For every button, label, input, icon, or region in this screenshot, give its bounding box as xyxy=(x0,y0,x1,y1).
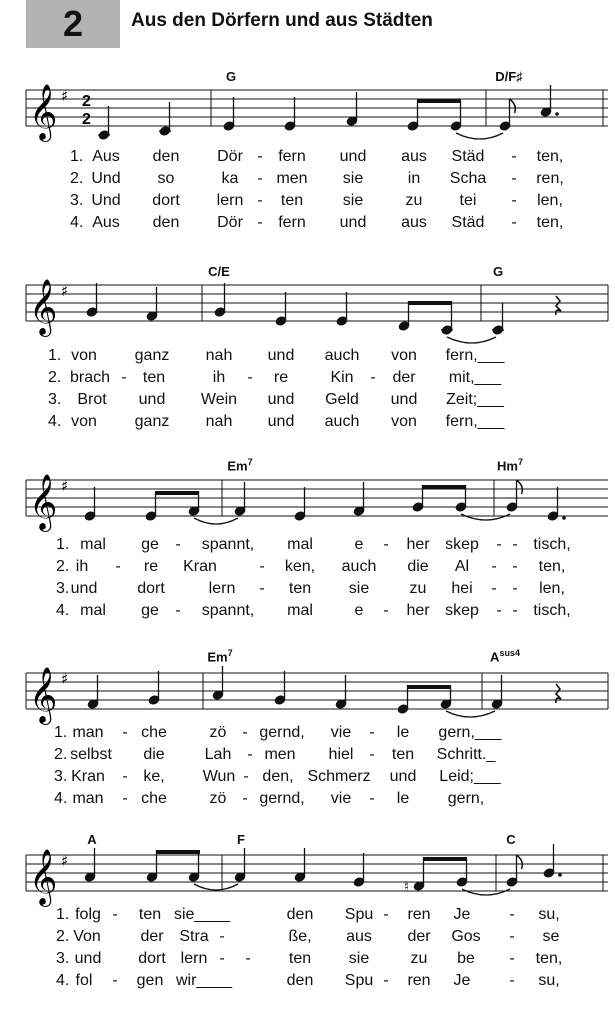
lyric-syllable: auch xyxy=(324,413,360,430)
verse-line xyxy=(0,928,615,950)
lyric-syllable: ten xyxy=(138,906,162,923)
lyric-syllable: - xyxy=(259,558,265,575)
music-system-5 xyxy=(0,830,615,1025)
lyric-syllable: Geld xyxy=(325,391,359,408)
lyric-syllable: len, xyxy=(539,580,565,597)
treble-clef-icon: 𝄞 xyxy=(29,279,58,335)
lyric-syllable: mit,___ xyxy=(448,369,502,386)
lyric-syllable: auch xyxy=(341,558,377,575)
verse-number: 3. xyxy=(54,768,68,785)
lyric-syllable: brach xyxy=(69,369,111,386)
lyric-syllable: skep xyxy=(445,602,479,619)
lyric-syllable: und xyxy=(74,950,102,967)
verse-number: 3. xyxy=(56,950,70,967)
lyric-syllable: - xyxy=(257,148,263,165)
lyric-syllable: - xyxy=(512,558,518,575)
svg-text:♯: ♯ xyxy=(61,282,69,300)
lyric-syllable: - xyxy=(496,602,502,619)
lyric-syllable: lern xyxy=(208,580,236,597)
lyric-syllable: der xyxy=(407,928,431,945)
verse-line xyxy=(0,768,615,790)
lyric-syllable: her xyxy=(406,602,430,619)
lyric-syllable: ka xyxy=(221,170,239,187)
lyric-syllable: Wun xyxy=(202,768,236,785)
verse-number: 4. xyxy=(48,413,62,430)
lyric-syllable: ren, xyxy=(536,170,564,187)
lyric-syllable: mal xyxy=(80,536,106,553)
svg-text:2: 2 xyxy=(82,111,91,128)
lyric-syllable: che xyxy=(141,790,167,807)
lyric-syllable: skep xyxy=(445,536,479,553)
lyric-syllable: - xyxy=(122,790,128,807)
lyric-syllable: ge xyxy=(141,536,159,553)
lyric-syllable: den xyxy=(152,214,180,231)
lyric-syllable: - xyxy=(121,369,127,386)
lyric-syllable: Schmerz xyxy=(307,768,371,785)
lyric-syllable: ke, xyxy=(143,768,165,785)
lyric-syllable: su, xyxy=(538,972,560,989)
lyric-syllable: nah xyxy=(205,413,233,430)
lyric-syllable: gern,___ xyxy=(438,724,502,741)
verse-number: 3. xyxy=(48,391,62,408)
lyric-syllable: Lah xyxy=(204,746,232,763)
lyric-syllable: - xyxy=(257,170,263,187)
lyric-syllable: und xyxy=(339,148,367,165)
lyric-syllable: ge xyxy=(141,602,159,619)
verse-line xyxy=(0,972,615,994)
lyric-syllable: - xyxy=(175,602,181,619)
verse-number: 2. xyxy=(54,746,68,763)
lyric-syllable: ken, xyxy=(284,558,316,575)
lyric-syllable: - xyxy=(369,746,375,763)
lyric-syllable: man xyxy=(72,790,104,807)
lyric-syllable: und xyxy=(390,391,418,408)
lyric-syllable: - xyxy=(511,214,517,231)
lyric-syllable: in xyxy=(407,170,421,187)
chord-root: Em xyxy=(227,458,248,474)
chord-root: Em xyxy=(207,649,228,665)
lyric-syllable: su, xyxy=(538,906,560,923)
lyric-syllable: und xyxy=(339,214,367,231)
lyric-syllable: - xyxy=(115,558,121,575)
lyric-syllable: spannt, xyxy=(201,536,255,553)
lyric-syllable: re xyxy=(143,558,159,575)
chord-label: C xyxy=(506,832,516,847)
lyric-syllable: Städ xyxy=(451,148,485,165)
lyric-syllable: dort xyxy=(152,192,180,209)
lyric-syllable: Städ xyxy=(451,214,485,231)
verse-number: 1. xyxy=(56,536,70,553)
lyric-syllable: und xyxy=(138,391,166,408)
song-title: Aus den Dörfern und aus Städten xyxy=(131,10,433,31)
lyric-syllable: den, xyxy=(262,768,294,785)
lyric-syllable: aus xyxy=(401,148,427,165)
lyric-syllable: und xyxy=(267,347,295,364)
svg-text:♯: ♯ xyxy=(61,852,69,870)
lyric-syllable: fol xyxy=(75,972,93,989)
lyric-syllable: fern xyxy=(278,148,306,165)
verse-line xyxy=(0,950,615,972)
lyric-syllable: Spu xyxy=(344,906,374,923)
lyric-syllable: Dör xyxy=(217,214,243,231)
verse-number: 4. xyxy=(56,602,70,619)
verse-line xyxy=(0,369,615,391)
lyric-syllable: tisch, xyxy=(533,602,571,619)
verse-line xyxy=(0,790,615,812)
lyric-syllable: be xyxy=(457,950,475,967)
lyric-syllable: - xyxy=(512,602,518,619)
lyric-syllable: - xyxy=(491,558,497,575)
chord-label: C/E xyxy=(208,264,230,279)
staff-2 xyxy=(0,260,615,350)
lyric-syllable: sie____ xyxy=(173,906,231,923)
lyric-syllable: - xyxy=(509,906,515,923)
music-system-3 xyxy=(0,455,615,650)
lyric-syllable: Leid;___ xyxy=(439,768,501,785)
lyric-syllable: Aus xyxy=(92,148,120,165)
lyric-syllable: den xyxy=(152,148,180,165)
lyric-syllable: Zeit;___ xyxy=(446,391,504,408)
lyric-syllable: tisch, xyxy=(533,536,571,553)
lyric-syllable: - xyxy=(369,790,375,807)
treble-clef-icon: 𝄞 xyxy=(29,849,58,905)
lyric-syllable: - xyxy=(511,192,517,209)
lyric-syllable: ten xyxy=(142,369,166,386)
lyric-syllable: vie xyxy=(330,790,352,807)
lyric-syllable: und xyxy=(70,580,98,597)
chord-label: G xyxy=(492,264,504,279)
lyric-syllable: hei xyxy=(451,580,473,597)
natural-sign-icon: ♮ xyxy=(404,879,410,895)
verse-line xyxy=(0,192,615,214)
lyric-syllable: sie xyxy=(342,170,364,187)
lyric-syllable: selbst xyxy=(70,746,112,763)
svg-text:♯: ♯ xyxy=(61,670,69,688)
chord-label xyxy=(497,457,523,473)
verse-line xyxy=(0,170,615,192)
lyric-syllable: Und xyxy=(91,170,121,187)
lyric-syllable: ren xyxy=(407,972,431,989)
lyric-syllable: - xyxy=(512,580,518,597)
lyric-syllable: gern, xyxy=(447,790,485,807)
music-system-2 xyxy=(0,260,615,455)
lyric-syllable: lern xyxy=(216,192,244,209)
lyric-syllable: Und xyxy=(91,192,121,209)
lyric-syllable: von xyxy=(71,413,97,430)
verse-number: 1. xyxy=(48,347,62,364)
lyric-syllable: man xyxy=(72,724,104,741)
verse-line xyxy=(0,724,615,746)
lyric-syllable: hiel xyxy=(328,746,354,763)
lyric-syllable: ten xyxy=(391,746,415,763)
lyric-syllable: che xyxy=(141,724,167,741)
chord-extension: 7 xyxy=(227,648,233,658)
lyric-syllable: Dör xyxy=(217,148,243,165)
lyric-syllable: - xyxy=(219,950,225,967)
lyric-syllable: sie xyxy=(342,192,364,209)
music-system-4 xyxy=(0,648,615,843)
lyric-syllable: gernd, xyxy=(259,790,305,807)
verse-line xyxy=(0,413,615,435)
lyric-syllable: ren xyxy=(407,906,431,923)
lyric-syllable: - xyxy=(247,746,253,763)
lyric-syllable: ih xyxy=(212,369,226,386)
lyric-syllable: Brot xyxy=(77,391,107,408)
lyric-syllable: der xyxy=(392,369,416,386)
lyric-syllable: mal xyxy=(80,602,106,619)
lyric-syllable: - xyxy=(219,928,225,945)
lyric-syllable: zu xyxy=(409,580,427,597)
verse-line xyxy=(0,580,615,602)
svg-text:♯: ♯ xyxy=(61,477,69,495)
svg-text:♯: ♯ xyxy=(61,87,69,105)
lyric-syllable: - xyxy=(259,580,265,597)
lyric-syllable: - xyxy=(509,928,515,945)
lyric-syllable: - xyxy=(175,536,181,553)
verse-number: 3. xyxy=(56,580,70,597)
lyric-syllable: ten xyxy=(288,950,312,967)
lyric-syllable: sie xyxy=(348,580,370,597)
lyric-syllable: - xyxy=(509,972,515,989)
lyric-syllable: fern xyxy=(278,214,306,231)
lyric-syllable: le xyxy=(396,790,410,807)
verse-line xyxy=(0,906,615,928)
treble-clef-icon: 𝄞 xyxy=(29,84,58,140)
lyric-syllable: lern xyxy=(180,950,208,967)
chord-label: A xyxy=(87,832,97,847)
lyric-syllable: - xyxy=(257,192,263,209)
lyric-syllable: se xyxy=(542,928,560,945)
lyric-syllable: mal xyxy=(287,536,313,553)
lyric-syllable: zö xyxy=(209,790,227,807)
lyric-syllable: Von xyxy=(73,928,101,945)
verse-line xyxy=(0,602,615,624)
lyric-syllable: dort xyxy=(137,580,165,597)
lyric-syllable: vie xyxy=(330,724,352,741)
lyric-syllable: - xyxy=(383,972,389,989)
lyric-syllable: Kin xyxy=(330,369,354,386)
lyric-syllable: von xyxy=(391,347,417,364)
lyric-syllable: Aus xyxy=(92,214,120,231)
lyric-syllable: Gos xyxy=(451,928,481,945)
verse-number: 2. xyxy=(48,369,62,386)
verse-number: 1. xyxy=(56,906,70,923)
lyric-syllable: aus xyxy=(401,214,427,231)
lyric-syllable: die xyxy=(407,558,429,575)
lyric-syllable: ten, xyxy=(538,558,566,575)
lyric-syllable: zö xyxy=(209,724,227,741)
lyric-syllable: die xyxy=(143,746,165,763)
lyric-syllable: - xyxy=(383,536,389,553)
lyric-syllable: Schritt._ xyxy=(436,746,496,763)
lyric-syllable: von xyxy=(71,347,97,364)
verse-number: 3. xyxy=(70,192,84,209)
lyric-syllable: Kran xyxy=(183,558,217,575)
lyric-syllable: und xyxy=(267,413,295,430)
lyric-syllable: aus xyxy=(346,928,372,945)
svg-text:2: 2 xyxy=(82,93,91,110)
lyric-syllable: auch xyxy=(324,347,360,364)
lyric-syllable: ße, xyxy=(288,928,312,945)
lyric-syllable: men xyxy=(276,170,308,187)
lyric-syllable: - xyxy=(242,724,248,741)
lyric-syllable: folg xyxy=(75,906,101,923)
lyric-syllable: Stra xyxy=(179,928,209,945)
lyric-syllable: den xyxy=(286,972,314,989)
lyric-syllable: - xyxy=(112,906,118,923)
lyric-syllable: - xyxy=(511,170,517,187)
lyric-syllable: ganz xyxy=(134,347,170,364)
verse-line xyxy=(0,391,615,413)
lyric-syllable: von xyxy=(391,413,417,430)
lyric-syllable: tei xyxy=(459,192,477,209)
chord-label: D/F♯ xyxy=(495,69,523,84)
lyric-syllable: her xyxy=(406,536,430,553)
lyric-syllable: ganz xyxy=(134,413,170,430)
chord-label xyxy=(490,648,520,664)
treble-clef-icon: 𝄞 xyxy=(29,474,58,530)
verse-number: 4. xyxy=(70,214,84,231)
lyric-syllable: Al xyxy=(454,558,470,575)
lyric-syllable: Je xyxy=(453,906,471,923)
lyric-syllable: - xyxy=(370,369,376,386)
lyric-syllable: ten, xyxy=(536,148,564,165)
lyric-syllable: mal xyxy=(287,602,313,619)
chord-label: F xyxy=(237,832,245,847)
lyric-syllable: Scha xyxy=(449,170,487,187)
verse-number: 1. xyxy=(70,148,84,165)
verse-number: 4. xyxy=(56,972,70,989)
lyric-syllable: - xyxy=(122,768,128,785)
lyric-syllable: ten xyxy=(280,192,304,209)
lyric-syllable: - xyxy=(512,536,518,553)
song-number-badge: 2 xyxy=(26,0,120,48)
verse-number: 2. xyxy=(56,928,70,945)
lyric-syllable: men xyxy=(264,746,296,763)
chord-root: Hm xyxy=(497,458,518,474)
lyric-syllable: re xyxy=(273,369,289,386)
chord-extension: 7 xyxy=(247,457,253,467)
lyric-syllable: so xyxy=(157,170,175,187)
lyric-syllable: le xyxy=(396,724,410,741)
lyric-syllable: Je xyxy=(453,972,471,989)
lyric-syllable: und xyxy=(267,391,295,408)
verse-line xyxy=(0,148,615,170)
lyric-syllable: - xyxy=(243,768,249,785)
verse-lines xyxy=(0,148,615,258)
verse-line xyxy=(0,536,615,558)
lyric-syllable: ih xyxy=(75,558,89,575)
verse-number: 2. xyxy=(70,170,84,187)
chord-label: G xyxy=(225,69,237,84)
lyric-syllable: - xyxy=(369,724,375,741)
lyric-syllable: - xyxy=(511,148,517,165)
lyric-syllable: zu xyxy=(405,192,423,209)
lyric-syllable: und xyxy=(389,768,417,785)
treble-clef-icon: 𝄞 xyxy=(29,667,58,723)
lyric-syllable: - xyxy=(112,972,118,989)
lyric-syllable: - xyxy=(257,214,263,231)
lyric-syllable: Spu xyxy=(344,972,374,989)
chord-root: A xyxy=(490,649,500,665)
chord-label xyxy=(227,457,252,473)
lyric-syllable: e xyxy=(354,602,364,619)
verse-line xyxy=(0,347,615,369)
lyric-syllable: Kran xyxy=(71,768,105,785)
verse-number: 4. xyxy=(54,790,68,807)
lyric-syllable: - xyxy=(496,536,502,553)
lyric-syllable: - xyxy=(383,602,389,619)
lyric-syllable: e xyxy=(354,536,364,553)
lyric-syllable: len, xyxy=(537,192,563,209)
lyric-syllable: ten, xyxy=(536,214,564,231)
lyric-syllable: der xyxy=(140,928,164,945)
verse-number: 1. xyxy=(54,724,68,741)
chord-extension: 7 xyxy=(517,457,523,467)
lyric-syllable: - xyxy=(245,950,251,967)
verse-line xyxy=(0,746,615,768)
lyric-syllable: wir____ xyxy=(175,972,233,989)
verse-lines xyxy=(0,347,615,457)
music-system-1 xyxy=(0,65,615,260)
lyric-syllable: fern,___ xyxy=(445,347,505,364)
lyric-syllable: - xyxy=(122,724,128,741)
verse-line xyxy=(0,558,615,580)
lyric-syllable: spannt, xyxy=(201,602,255,619)
verse-lines xyxy=(0,536,615,646)
lyric-syllable: ten xyxy=(288,580,312,597)
lyric-syllable: - xyxy=(383,906,389,923)
lyric-syllable: - xyxy=(242,790,248,807)
verse-number: 2. xyxy=(56,558,70,575)
lyric-syllable: - xyxy=(491,580,497,597)
lyric-syllable: dort xyxy=(138,950,166,967)
lyric-syllable: Wein xyxy=(200,391,238,408)
staff-1 xyxy=(0,65,615,155)
lyric-syllable: sie xyxy=(348,950,370,967)
lyric-syllable: zu xyxy=(410,950,428,967)
chord-label xyxy=(207,648,232,664)
lyric-syllable: ten, xyxy=(535,950,563,967)
lyric-syllable: - xyxy=(509,950,515,967)
chord-extension: sus4 xyxy=(499,648,520,658)
lyric-syllable: gen xyxy=(136,972,164,989)
lyric-syllable: - xyxy=(247,369,253,386)
verse-lines xyxy=(0,724,615,834)
lyric-syllable: fern,___ xyxy=(445,413,505,430)
verse-line xyxy=(0,214,615,236)
lyric-syllable: den xyxy=(286,906,314,923)
lyric-syllable: gernd, xyxy=(259,724,305,741)
lyric-syllable: nah xyxy=(205,347,233,364)
